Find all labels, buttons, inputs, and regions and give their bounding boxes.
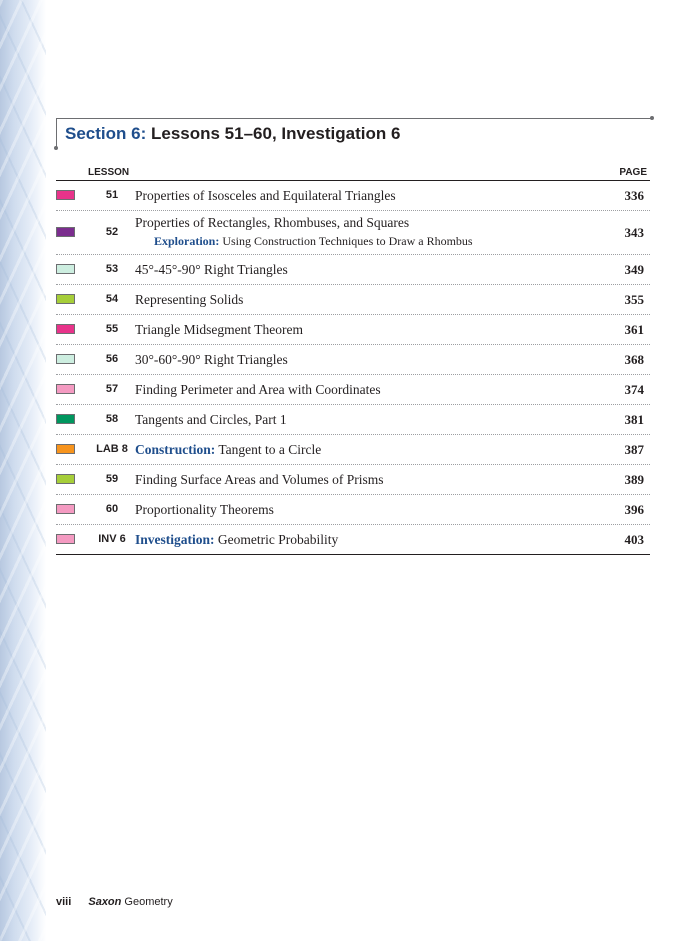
header-rule-dot: [650, 116, 654, 120]
lesson-title: Finding Surface Areas and Volumes of Prisms: [135, 472, 384, 487]
lesson-number: 51: [105, 189, 119, 201]
investigation-label: Investigation:: [135, 532, 215, 547]
lesson-number: 56: [105, 353, 119, 365]
toc-row-55[interactable]: [56, 315, 650, 345]
lesson-number: 52: [105, 226, 119, 238]
page-footer: [56, 896, 173, 908]
book-name: Saxon: [88, 896, 122, 908]
section-title: [65, 124, 400, 144]
investigation-text: Geometric Probability: [214, 532, 339, 547]
header-rule: [56, 118, 652, 119]
lesson-number: 59: [105, 473, 119, 485]
strand-color-swatch: [56, 534, 75, 544]
construction-label: Construction:: [135, 442, 216, 457]
lesson-title: Triangle Midsegment Theorem: [135, 322, 303, 337]
strand-color-swatch: [56, 474, 75, 484]
page-number: 349: [624, 262, 644, 277]
lesson-title: [135, 525, 338, 554]
section-range: Lessons 51–60, Investigation 6: [150, 124, 401, 143]
lesson-subtitle: [154, 233, 473, 249]
strand-color-swatch: [56, 354, 75, 364]
page-number: 374: [624, 382, 644, 397]
header-vertical-rule-dot: [54, 146, 58, 150]
exploration-text: Using Construction Techniques to Draw a Rhombus: [219, 234, 473, 248]
lesson-title: 30°-60°-90° Right Triangles: [135, 352, 288, 367]
lesson-title: Properties of Rectangles, Rhombuses, and Squares: [135, 215, 410, 230]
book-subject: Geometry: [121, 896, 173, 908]
page-number: 343: [624, 225, 644, 240]
toc-row-inv-6[interactable]: [56, 525, 650, 555]
page-number: 336: [624, 188, 644, 203]
exploration-label: Exploration:: [154, 234, 220, 248]
toc-row-58[interactable]: [56, 405, 650, 435]
toc-row-59[interactable]: [56, 465, 650, 495]
strand-color-swatch: [56, 414, 75, 424]
lesson-number: LAB 8: [96, 443, 128, 455]
page-number: 361: [624, 322, 644, 337]
strand-color-swatch: [56, 444, 75, 454]
toc-row-51[interactable]: [56, 181, 650, 211]
lesson-title: Properties of Isosceles and Equilateral Triangles: [135, 188, 396, 203]
section-header: [56, 118, 652, 156]
toc-row-lab-8[interactable]: [56, 435, 650, 465]
strand-color-swatch: [56, 504, 75, 514]
page-number: 389: [624, 472, 644, 487]
folio-number: viii: [56, 896, 72, 908]
page-number: 355: [624, 292, 644, 307]
header-vertical-rule: [56, 118, 57, 148]
lesson-number: 53: [105, 263, 119, 275]
lesson-number: 60: [105, 503, 119, 515]
strand-color-swatch: [56, 227, 75, 237]
toc-row-60[interactable]: [56, 495, 650, 525]
section-label: Section 6:: [65, 124, 147, 143]
page-number: 396: [624, 502, 644, 517]
toc-table: [56, 181, 650, 555]
lesson-title: Representing Solids: [135, 292, 244, 307]
toc-row-57[interactable]: [56, 375, 650, 405]
construction-text: Tangent to a Circle: [215, 442, 322, 457]
lesson-title: Finding Perimeter and Area with Coordinates: [135, 382, 381, 397]
page-number: 381: [624, 412, 644, 427]
toc-row-53[interactable]: [56, 255, 650, 285]
lesson-number: 55: [105, 323, 119, 335]
page-number: 403: [624, 532, 644, 547]
lesson-column-header: LESSON: [88, 167, 130, 178]
lesson-number: 54: [105, 293, 119, 305]
lesson-title: Proportionality Theorems: [135, 502, 274, 517]
lesson-number: 57: [105, 383, 119, 395]
strand-color-swatch: [56, 324, 75, 334]
strand-color-swatch: [56, 294, 75, 304]
strand-color-swatch: [56, 190, 75, 200]
toc-row-56[interactable]: [56, 345, 650, 375]
lesson-title: Tangents and Circles, Part 1: [135, 412, 287, 427]
page-column-header: PAGE: [619, 167, 647, 178]
lesson-title: [135, 435, 321, 464]
toc-row-54[interactable]: [56, 285, 650, 315]
page-number: 368: [624, 352, 644, 367]
toc-row-52[interactable]: [56, 211, 650, 255]
lesson-number: INV 6: [98, 533, 126, 545]
decorative-side-strip: [0, 0, 46, 941]
page-number: 387: [624, 442, 644, 457]
strand-color-swatch: [56, 384, 75, 394]
lesson-number: 58: [105, 413, 119, 425]
strand-color-swatch: [56, 264, 75, 274]
lesson-title: 45°-45°-90° Right Triangles: [135, 262, 288, 277]
